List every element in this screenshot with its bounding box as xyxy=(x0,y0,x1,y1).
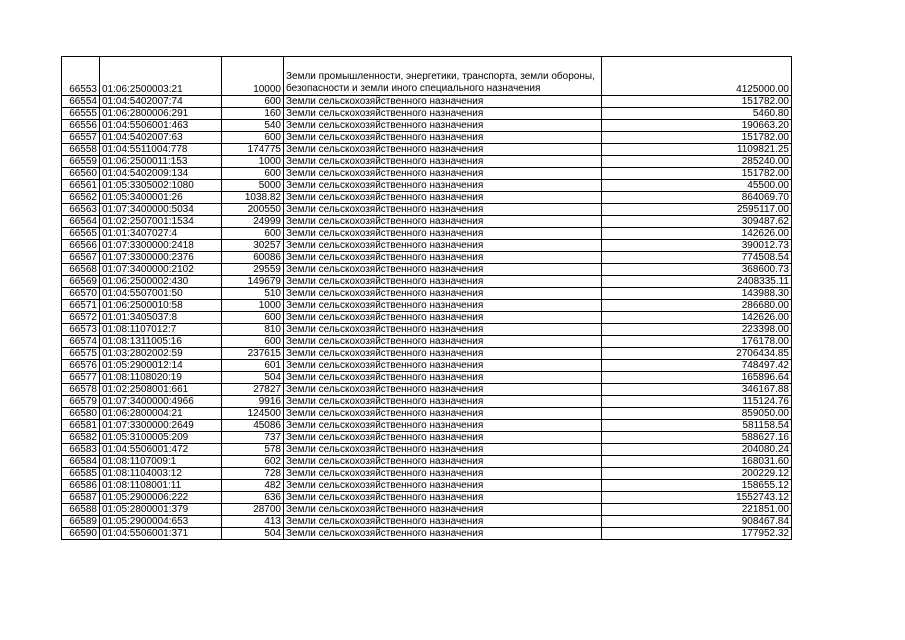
area-cell: 578 xyxy=(222,444,284,456)
table-row xyxy=(62,120,792,132)
cadastral-number-cell: 01:04:5507001:50 xyxy=(100,288,222,300)
area-cell: 482 xyxy=(222,480,284,492)
area-cell: 200550 xyxy=(222,204,284,216)
row-number-cell: 66578 xyxy=(62,384,100,396)
area-cell: 413 xyxy=(222,516,284,528)
area-cell: 24999 xyxy=(222,216,284,228)
table-row xyxy=(62,348,792,360)
table-row xyxy=(62,252,792,264)
cadastral-value-cell: 151782.00 xyxy=(602,132,792,144)
table-row xyxy=(62,360,792,372)
table-row xyxy=(62,57,792,96)
cadastral-number-cell: 01:07:3400000:5034 xyxy=(100,204,222,216)
cadastral-value-cell: 158655.12 xyxy=(602,480,792,492)
land-category-cell: Земли сельскохозяйственного назначения xyxy=(284,324,602,336)
row-number-cell: 66586 xyxy=(62,480,100,492)
row-number-cell: 66588 xyxy=(62,504,100,516)
land-category-cell: Земли сельскохозяйственного назначения xyxy=(284,216,602,228)
row-number-cell: 66559 xyxy=(62,156,100,168)
land-category-cell: Земли сельскохозяйственного назначения xyxy=(284,192,602,204)
row-number-cell: 66567 xyxy=(62,252,100,264)
land-category-cell: Земли сельскохозяйственного назначения xyxy=(284,360,602,372)
cadastral-value-cell: 204080.24 xyxy=(602,444,792,456)
cadastral-number-cell: 01:08:1108001:11 xyxy=(100,480,222,492)
cadastral-number-cell: 01:08:1104003:12 xyxy=(100,468,222,480)
table-row xyxy=(62,276,792,288)
land-category-cell: Земли сельскохозяйственного назначения xyxy=(284,228,602,240)
row-number-cell: 66554 xyxy=(62,96,100,108)
cadastral-value-cell: 165896.64 xyxy=(602,372,792,384)
cadastral-number-cell: 01:05:3400001:26 xyxy=(100,192,222,204)
land-category-cell: Земли сельскохозяйственного назначения xyxy=(284,300,602,312)
cadastral-value-cell: 908467.84 xyxy=(602,516,792,528)
cadastral-number-cell: 01:06:2500003:21 xyxy=(100,57,222,96)
cadastral-number-cell: 01:05:2900004:653 xyxy=(100,516,222,528)
land-category-cell: Земли сельскохозяйственного назначения xyxy=(284,264,602,276)
row-number-cell: 66572 xyxy=(62,312,100,324)
cadastral-value-cell: 190663.20 xyxy=(602,120,792,132)
cadastral-value-cell: 368600.73 xyxy=(602,264,792,276)
area-cell: 9916 xyxy=(222,396,284,408)
cadastral-value-cell: 2595117.00 xyxy=(602,204,792,216)
cadastral-value-cell: 151782.00 xyxy=(602,168,792,180)
area-cell: 60086 xyxy=(222,252,284,264)
table-row xyxy=(62,336,792,348)
cadastral-number-cell: 01:07:3300000:2376 xyxy=(100,252,222,264)
land-category-cell: Земли сельскохозяйственного назначения xyxy=(284,156,602,168)
area-cell: 510 xyxy=(222,288,284,300)
row-number-cell: 66555 xyxy=(62,108,100,120)
land-category-cell: Земли сельскохозяйственного назначения xyxy=(284,396,602,408)
area-cell: 600 xyxy=(222,228,284,240)
land-category-cell: Земли сельскохозяйственного назначения xyxy=(284,96,602,108)
cadastral-number-cell: 01:08:1107009:1 xyxy=(100,456,222,468)
area-cell: 1000 xyxy=(222,300,284,312)
land-category-cell: Земли сельскохозяйственного назначения xyxy=(284,240,602,252)
cadastral-number-cell: 01:08:1108020:19 xyxy=(100,372,222,384)
cadastral-value-cell: 176178.00 xyxy=(602,336,792,348)
row-number-cell: 66585 xyxy=(62,468,100,480)
land-category-cell: Земли сельскохозяйственного назначения xyxy=(284,132,602,144)
table-row xyxy=(62,528,792,540)
table-row xyxy=(62,216,792,228)
cadastral-value-cell: 115124.76 xyxy=(602,396,792,408)
area-cell: 237615 xyxy=(222,348,284,360)
land-category-cell: Земли сельскохозяйственного назначения xyxy=(284,492,602,504)
land-registry-table xyxy=(61,56,792,540)
area-cell: 45086 xyxy=(222,420,284,432)
cadastral-number-cell: 01:07:3300000:2649 xyxy=(100,420,222,432)
cadastral-value-cell: 285240.00 xyxy=(602,156,792,168)
cadastral-number-cell: 01:08:1311005:16 xyxy=(100,336,222,348)
table-row xyxy=(62,432,792,444)
land-category-cell: Земли сельскохозяйственного назначения xyxy=(284,252,602,264)
area-cell: 1038.82 xyxy=(222,192,284,204)
cadastral-value-cell: 143988.30 xyxy=(602,288,792,300)
row-number-cell: 66557 xyxy=(62,132,100,144)
cadastral-number-cell: 01:01:3405037:8 xyxy=(100,312,222,324)
area-cell: 737 xyxy=(222,432,284,444)
row-number-cell: 66558 xyxy=(62,144,100,156)
area-cell: 30257 xyxy=(222,240,284,252)
cadastral-value-cell: 346167.88 xyxy=(602,384,792,396)
cadastral-value-cell: 45500.00 xyxy=(602,180,792,192)
area-cell: 600 xyxy=(222,312,284,324)
area-cell: 29559 xyxy=(222,264,284,276)
land-category-cell: Земли сельскохозяйственного назначения xyxy=(284,180,602,192)
table-row xyxy=(62,180,792,192)
cadastral-number-cell: 01:04:5506001:371 xyxy=(100,528,222,540)
cadastral-number-cell: 01:05:3305002:1080 xyxy=(100,180,222,192)
table-row xyxy=(62,288,792,300)
cadastral-number-cell: 01:04:5402009:134 xyxy=(100,168,222,180)
row-number-cell: 66579 xyxy=(62,396,100,408)
row-number-cell: 66574 xyxy=(62,336,100,348)
row-number-cell: 66563 xyxy=(62,204,100,216)
area-cell: 160 xyxy=(222,108,284,120)
land-category-cell: Земли сельскохозяйственного назначения xyxy=(284,468,602,480)
area-cell: 728 xyxy=(222,468,284,480)
table-row xyxy=(62,468,792,480)
table-row xyxy=(62,168,792,180)
row-number-cell: 66562 xyxy=(62,192,100,204)
table-row xyxy=(62,516,792,528)
table-row xyxy=(62,396,792,408)
cadastral-number-cell: 01:02:2507001:1534 xyxy=(100,216,222,228)
row-number-cell: 66564 xyxy=(62,216,100,228)
row-number-cell: 66589 xyxy=(62,516,100,528)
area-cell: 600 xyxy=(222,96,284,108)
cadastral-number-cell: 01:07:3300000:2418 xyxy=(100,240,222,252)
cadastral-value-cell: 2706434.85 xyxy=(602,348,792,360)
area-cell: 504 xyxy=(222,372,284,384)
cadastral-value-cell: 142626.00 xyxy=(602,228,792,240)
cadastral-value-cell: 4125000.00 xyxy=(602,57,792,96)
area-cell: 636 xyxy=(222,492,284,504)
land-category-cell: Земли сельскохозяйственного назначения xyxy=(284,204,602,216)
cadastral-number-cell: 01:07:3400000:4966 xyxy=(100,396,222,408)
area-cell: 27827 xyxy=(222,384,284,396)
table-row xyxy=(62,504,792,516)
cadastral-number-cell: 01:02:2508001:661 xyxy=(100,384,222,396)
cadastral-number-cell: 01:07:3400000:2102 xyxy=(100,264,222,276)
cadastral-number-cell: 01:06:2500011:153 xyxy=(100,156,222,168)
land-category-cell: Земли сельскохозяйственного назначения xyxy=(284,144,602,156)
cadastral-number-cell: 01:04:5402007:74 xyxy=(100,96,222,108)
table-row xyxy=(62,444,792,456)
row-number-cell: 66561 xyxy=(62,180,100,192)
row-number-cell: 66565 xyxy=(62,228,100,240)
cadastral-value-cell: 748497.42 xyxy=(602,360,792,372)
table-row xyxy=(62,144,792,156)
cadastral-number-cell: 01:06:2500002:430 xyxy=(100,276,222,288)
row-number-cell: 66580 xyxy=(62,408,100,420)
land-category-cell: Земли сельскохозяйственного назначения xyxy=(284,456,602,468)
table-row xyxy=(62,96,792,108)
land-category-cell: Земли сельскохозяйственного назначения xyxy=(284,504,602,516)
table-row xyxy=(62,420,792,432)
land-category-cell: Земли сельскохозяйственного назначения xyxy=(284,312,602,324)
area-cell: 600 xyxy=(222,132,284,144)
area-cell: 600 xyxy=(222,168,284,180)
cadastral-value-cell: 177952.32 xyxy=(602,528,792,540)
area-cell: 10000 xyxy=(222,57,284,96)
area-cell: 174775 xyxy=(222,144,284,156)
row-number-cell: 66583 xyxy=(62,444,100,456)
land-category-cell: Земли сельскохозяйственного назначения xyxy=(284,336,602,348)
row-number-cell: 66570 xyxy=(62,288,100,300)
row-number-cell: 66556 xyxy=(62,120,100,132)
cadastral-value-cell: 200229.12 xyxy=(602,468,792,480)
table-row xyxy=(62,324,792,336)
cadastral-value-cell: 864069.70 xyxy=(602,192,792,204)
cadastral-number-cell: 01:04:5402007:63 xyxy=(100,132,222,144)
row-number-cell: 66573 xyxy=(62,324,100,336)
table-row xyxy=(62,108,792,120)
row-number-cell: 66560 xyxy=(62,168,100,180)
table-row xyxy=(62,408,792,420)
land-category-cell: Земли сельскохозяйственного назначения xyxy=(284,384,602,396)
area-cell: 149679 xyxy=(222,276,284,288)
land-category-cell: Земли сельскохозяйственного назначения xyxy=(284,408,602,420)
cadastral-number-cell: 01:08:1107012:7 xyxy=(100,324,222,336)
row-number-cell: 66569 xyxy=(62,276,100,288)
row-number-cell: 66576 xyxy=(62,360,100,372)
row-number-cell: 66568 xyxy=(62,264,100,276)
cadastral-number-cell: 01:05:2900012:14 xyxy=(100,360,222,372)
cadastral-value-cell: 286680.00 xyxy=(602,300,792,312)
table-row xyxy=(62,312,792,324)
land-category-cell: Земли сельскохозяйственного назначения xyxy=(284,420,602,432)
cadastral-value-cell: 859050.00 xyxy=(602,408,792,420)
table-row xyxy=(62,156,792,168)
cadastral-number-cell: 01:01:3407027:4 xyxy=(100,228,222,240)
land-category-cell: Земли сельскохозяйственного назначения xyxy=(284,108,602,120)
cadastral-value-cell: 774508.54 xyxy=(602,252,792,264)
cadastral-number-cell: 01:05:3100005:209 xyxy=(100,432,222,444)
land-category-cell: Земли сельскохозяйственного назначения xyxy=(284,432,602,444)
land-category-cell: Земли сельскохозяйственного назначения xyxy=(284,480,602,492)
cadastral-value-cell: 581158.54 xyxy=(602,420,792,432)
area-cell: 1000 xyxy=(222,156,284,168)
cadastral-number-cell: 01:05:2900006:222 xyxy=(100,492,222,504)
table-row xyxy=(62,384,792,396)
area-cell: 601 xyxy=(222,360,284,372)
cadastral-number-cell: 01:04:5511004:778 xyxy=(100,144,222,156)
area-cell: 28700 xyxy=(222,504,284,516)
area-cell: 5000 xyxy=(222,180,284,192)
cadastral-number-cell: 01:06:2500010:58 xyxy=(100,300,222,312)
table-row xyxy=(62,192,792,204)
land-category-cell: Земли сельскохозяйственного назначения xyxy=(284,444,602,456)
cadastral-value-cell: 142626.00 xyxy=(602,312,792,324)
row-number-cell: 66571 xyxy=(62,300,100,312)
cadastral-value-cell: 390012.73 xyxy=(602,240,792,252)
cadastral-value-cell: 588627.16 xyxy=(602,432,792,444)
land-category-cell: Земли сельскохозяйственного назначения xyxy=(284,528,602,540)
land-category-cell: Земли сельскохозяйственного назначения xyxy=(284,288,602,300)
table-row xyxy=(62,228,792,240)
row-number-cell: 66590 xyxy=(62,528,100,540)
cadastral-value-cell: 5460.80 xyxy=(602,108,792,120)
table-row xyxy=(62,480,792,492)
row-number-cell: 66587 xyxy=(62,492,100,504)
cadastral-value-cell: 168031.60 xyxy=(602,456,792,468)
area-cell: 540 xyxy=(222,120,284,132)
table-body xyxy=(62,57,792,540)
cadastral-number-cell: 01:05:2800001:379 xyxy=(100,504,222,516)
area-cell: 600 xyxy=(222,336,284,348)
area-cell: 810 xyxy=(222,324,284,336)
cadastral-number-cell: 01:04:5506001:463 xyxy=(100,120,222,132)
land-category-cell: Земли сельскохозяйственного назначения xyxy=(284,348,602,360)
cadastral-value-cell: 2408335.11 xyxy=(602,276,792,288)
area-cell: 504 xyxy=(222,528,284,540)
land-category-cell: Земли сельскохозяйственного назначения xyxy=(284,276,602,288)
table-row xyxy=(62,372,792,384)
cadastral-number-cell: 01:03:2802002:59 xyxy=(100,348,222,360)
table-row xyxy=(62,456,792,468)
cadastral-value-cell: 309487.62 xyxy=(602,216,792,228)
row-number-cell: 66584 xyxy=(62,456,100,468)
row-number-cell: 66553 xyxy=(62,57,100,96)
row-number-cell: 66581 xyxy=(62,420,100,432)
table-row xyxy=(62,240,792,252)
cadastral-value-cell: 151782.00 xyxy=(602,96,792,108)
table-row xyxy=(62,492,792,504)
cadastral-value-cell: 223398.00 xyxy=(602,324,792,336)
cadastral-value-cell: 221851.00 xyxy=(602,504,792,516)
area-cell: 602 xyxy=(222,456,284,468)
land-category-cell: Земли промышленности, энергетики, транспорта, земли обороны, безопасности и земли иного специального назначения xyxy=(284,57,602,96)
row-number-cell: 66582 xyxy=(62,432,100,444)
table-row xyxy=(62,132,792,144)
land-category-cell: Земли сельскохозяйственного назначения xyxy=(284,168,602,180)
cadastral-number-cell: 01:04:5506001:472 xyxy=(100,444,222,456)
cadastral-number-cell: 01:06:2800004:21 xyxy=(100,408,222,420)
land-category-cell: Земли сельскохозяйственного назначения xyxy=(284,120,602,132)
cadastral-value-cell: 1552743.12 xyxy=(602,492,792,504)
table-row xyxy=(62,204,792,216)
land-category-cell: Земли сельскохозяйственного назначения xyxy=(284,372,602,384)
row-number-cell: 66575 xyxy=(62,348,100,360)
area-cell: 124500 xyxy=(222,408,284,420)
cadastral-value-cell: 1109821.25 xyxy=(602,144,792,156)
cadastral-number-cell: 01:06:2800006:291 xyxy=(100,108,222,120)
row-number-cell: 66566 xyxy=(62,240,100,252)
table-row xyxy=(62,264,792,276)
row-number-cell: 66577 xyxy=(62,372,100,384)
table-row xyxy=(62,300,792,312)
land-category-cell: Земли сельскохозяйственного назначения xyxy=(284,516,602,528)
